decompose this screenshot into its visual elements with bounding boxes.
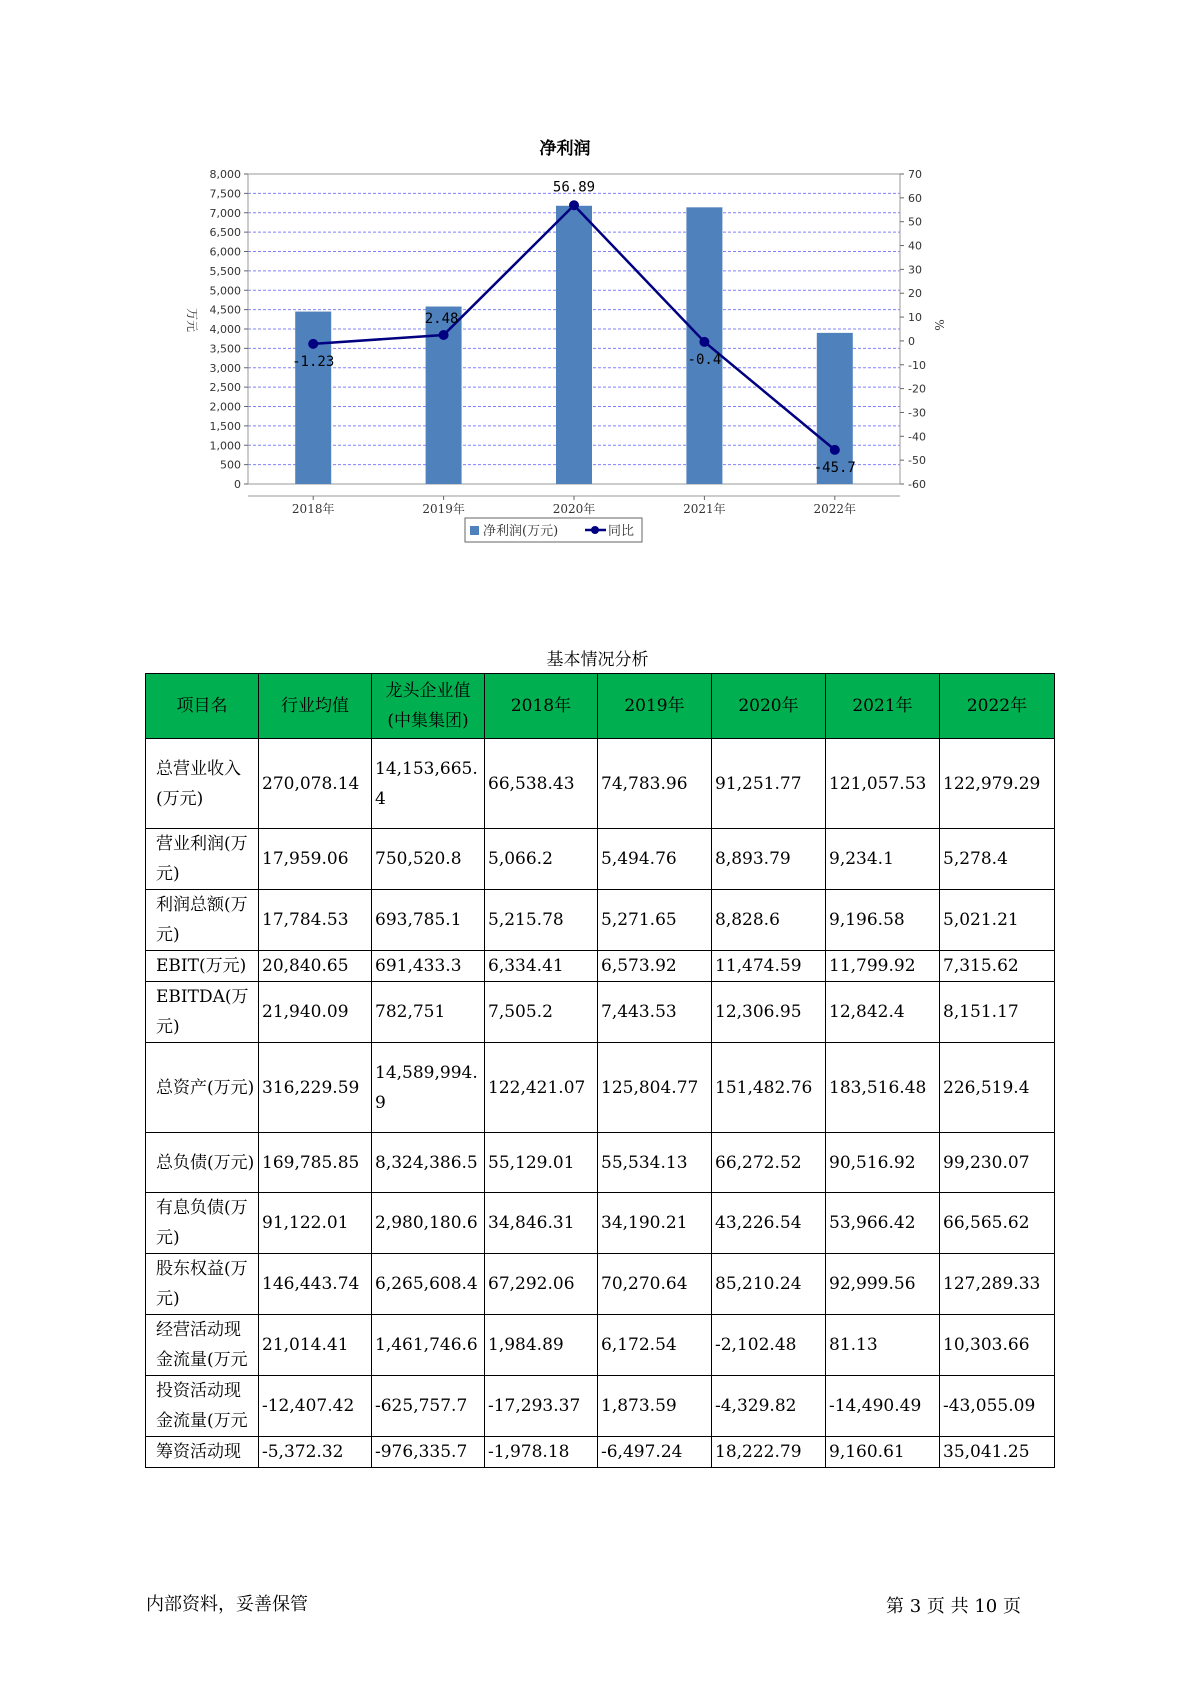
- y2-tick-label: -40: [908, 430, 926, 444]
- row-label: 总营业收入(万元): [146, 739, 259, 829]
- table-cell: 99,230.07: [940, 1133, 1055, 1193]
- line-point: [439, 330, 449, 340]
- table-cell: 125,804.77: [598, 1043, 712, 1133]
- row-label: 利润总额(万元): [146, 890, 259, 951]
- data-label: 56.89: [552, 179, 596, 196]
- table-cell: 7,443.53: [598, 982, 712, 1043]
- y-tick-label: 5,500: [209, 264, 241, 278]
- table-cell: 12,306.95: [712, 982, 826, 1043]
- table-cell: 6,265,608.4: [372, 1254, 485, 1315]
- table-cell: 14,153,665.4: [372, 739, 485, 829]
- table-cell: 43,226.54: [712, 1193, 826, 1254]
- table-row: [146, 739, 1055, 829]
- y-tick-label: 2,000: [209, 400, 241, 414]
- y2-tick-label: 30: [908, 263, 922, 277]
- chart-svg: [170, 130, 1010, 600]
- basic-analysis-table: [145, 673, 1055, 1468]
- y-axis-right: [900, 168, 926, 491]
- y-tick-label: 6,500: [209, 226, 241, 240]
- y2-tick-label: 60: [908, 191, 922, 205]
- table-cell: 782,751: [372, 982, 485, 1043]
- bar: [295, 312, 331, 484]
- y-tick-label: 500: [220, 458, 241, 472]
- y-tick-label: 0: [234, 478, 241, 491]
- table-row: [146, 890, 1055, 951]
- table-cell: -976,335.7: [372, 1437, 485, 1468]
- y-tick-label: 6,000: [209, 245, 241, 259]
- table-cell: 151,482.76: [712, 1043, 826, 1133]
- row-label: 筹资活动现: [146, 1437, 259, 1468]
- chart-legend: [465, 518, 642, 542]
- table-row: [146, 1254, 1055, 1315]
- legend-bar-swatch: [470, 526, 479, 535]
- table-cell: 18,222.79: [712, 1437, 826, 1468]
- y-tick-label: 3,500: [209, 342, 241, 356]
- y-axis-label: 万元: [185, 307, 199, 333]
- y-tick-label: 1,000: [209, 439, 241, 453]
- y-tick-label: 7,500: [209, 187, 241, 201]
- table-cell: 8,151.17: [940, 982, 1055, 1043]
- table-cell: 5,271.65: [598, 890, 712, 951]
- row-label: 投资活动现金流量(万元: [146, 1376, 259, 1437]
- table-cell: 7,505.2: [485, 982, 598, 1043]
- table-cell: 20,840.65: [259, 951, 372, 982]
- row-label: EBITDA(万元): [146, 982, 259, 1043]
- table-cell: 183,516.48: [826, 1043, 940, 1133]
- y2-tick-label: 40: [908, 239, 922, 253]
- table-cell: 91,251.77: [712, 739, 826, 829]
- column-header: 2022年: [940, 674, 1055, 739]
- footer-page-number: 第 3 页 共 10 页: [886, 1596, 1021, 1617]
- y2-tick-label: -50: [908, 454, 926, 468]
- legend-bar-label: 净利润(万元): [483, 524, 559, 539]
- table-row: [146, 1133, 1055, 1193]
- table-cell: 8,893.79: [712, 829, 826, 890]
- table-header-row: [146, 674, 1055, 739]
- table-cell: 85,210.24: [712, 1254, 826, 1315]
- table-cell: 7,315.62: [940, 951, 1055, 982]
- y2-tick-label: -20: [908, 382, 926, 396]
- data-label: -45.7: [813, 459, 856, 476]
- line-point: [569, 200, 579, 210]
- table-cell: -625,757.7: [372, 1376, 485, 1437]
- table-row: [146, 1193, 1055, 1254]
- table-cell: 121,057.53: [826, 739, 940, 829]
- table-row: [146, 982, 1055, 1043]
- chart-title: 净利润: [539, 139, 591, 159]
- y2-tick-label: 10: [908, 311, 922, 325]
- table-cell: 53,966.42: [826, 1193, 940, 1254]
- table-cell: 9,160.61: [826, 1437, 940, 1468]
- table-row: [146, 1043, 1055, 1133]
- table-cell: 9,196.58: [826, 890, 940, 951]
- table-cell: -17,293.37: [485, 1376, 598, 1437]
- y-tick-label: 4,500: [209, 303, 241, 317]
- column-header: 2019年: [598, 674, 712, 739]
- table-cell: 8,324,386.5: [372, 1133, 485, 1193]
- table-cell: 146,443.74: [259, 1254, 372, 1315]
- y-axis-left: [210, 168, 249, 491]
- bar-series: [295, 206, 853, 484]
- y2-tick-label: -30: [908, 406, 926, 420]
- table-cell: 1,461,746.6: [372, 1315, 485, 1376]
- y2-tick-label: 20: [908, 287, 922, 301]
- table-cell: 8,828.6: [712, 890, 826, 951]
- y-tick-label: 8,000: [209, 168, 241, 181]
- table-cell: 81.13: [826, 1315, 940, 1376]
- x-tick-label: 2022年: [813, 502, 857, 516]
- data-label: -1.23: [292, 353, 335, 370]
- legend-line-label: 同比: [608, 524, 635, 539]
- y2-tick-label: 0: [908, 334, 915, 348]
- table-cell: 9,234.1: [826, 829, 940, 890]
- table-cell: -6,497.24: [598, 1437, 712, 1468]
- y-tick-label: 4,000: [209, 323, 241, 336]
- table-cell: 5,215.78: [485, 890, 598, 951]
- x-tick-label: 2021年: [683, 502, 726, 516]
- table-row: [146, 829, 1055, 890]
- table-cell: 122,979.29: [940, 739, 1055, 829]
- y2-tick-label: 70: [908, 168, 922, 181]
- table-row: [146, 1315, 1055, 1376]
- table-cell: 90,516.92: [826, 1133, 940, 1193]
- table-cell: 6,573.92: [598, 951, 712, 982]
- table-cell: 11,474.59: [712, 951, 826, 982]
- table-row: [146, 1437, 1055, 1468]
- table-cell: 1,873.59: [598, 1376, 712, 1437]
- table-cell: 67,292.06: [485, 1254, 598, 1315]
- row-label: 总资产(万元): [146, 1043, 259, 1133]
- table-cell: 12,842.4: [826, 982, 940, 1043]
- table-cell: 11,799.92: [826, 951, 940, 982]
- y2-axis-label: %: [932, 319, 946, 331]
- column-header: 龙头企业值(中集集团): [372, 674, 485, 739]
- table-cell: 17,959.06: [259, 829, 372, 890]
- y2-tick-label: 50: [908, 215, 922, 229]
- table-cell: -12,407.42: [259, 1376, 372, 1437]
- table-row: [146, 951, 1055, 982]
- table-cell: 122,421.07: [485, 1043, 598, 1133]
- table-cell: -43,055.09: [940, 1376, 1055, 1437]
- y-tick-label: 1,500: [209, 419, 241, 433]
- table-cell: 226,519.4: [940, 1043, 1055, 1133]
- table-cell: 92,999.56: [826, 1254, 940, 1315]
- table-cell: 1,984.89: [485, 1315, 598, 1376]
- column-header: 项目名: [146, 674, 259, 739]
- table-cell: 14,589,994.9: [372, 1043, 485, 1133]
- table-cell: 21,014.41: [259, 1315, 372, 1376]
- table-cell: 34,190.21: [598, 1193, 712, 1254]
- row-label: EBIT(万元): [146, 951, 259, 982]
- table-cell: 6,172.54: [598, 1315, 712, 1376]
- table-cell: 66,565.62: [940, 1193, 1055, 1254]
- x-tick-label: 2018年: [291, 502, 335, 516]
- row-label: 营业利润(万元): [146, 829, 259, 890]
- data-label: 2.48: [424, 311, 459, 328]
- table-cell: -2,102.48: [712, 1315, 826, 1376]
- row-label: 股东权益(万元): [146, 1254, 259, 1315]
- y-tick-label: 7,000: [209, 206, 241, 220]
- bar: [556, 206, 592, 484]
- column-header: 2020年: [712, 674, 826, 739]
- row-label: 有息负债(万元): [146, 1193, 259, 1254]
- table-cell: 55,534.13: [598, 1133, 712, 1193]
- table-cell: -1,978.18: [485, 1437, 598, 1468]
- table-cell: 35,041.25: [940, 1437, 1055, 1468]
- table-cell: -4,329.82: [712, 1376, 826, 1437]
- table-cell: 270,078.14: [259, 739, 372, 829]
- table-cell: 74,783.96: [598, 739, 712, 829]
- line-point: [830, 445, 840, 455]
- table-cell: 70,270.64: [598, 1254, 712, 1315]
- table-cell: 5,021.21: [940, 890, 1055, 951]
- footer-confidential-note: 内部资料，妥善保管: [146, 1594, 308, 1615]
- table-cell: 17,784.53: [259, 890, 372, 951]
- table-cell: -14,490.49: [826, 1376, 940, 1437]
- line-point: [308, 339, 318, 349]
- table-body: [146, 739, 1055, 1468]
- table-cell: 55,129.01: [485, 1133, 598, 1193]
- table-cell: 693,785.1: [372, 890, 485, 951]
- y2-tick-label: -60: [908, 478, 926, 491]
- table-cell: 5,278.4: [940, 829, 1055, 890]
- table-cell: 127,289.33: [940, 1254, 1055, 1315]
- y2-tick-label: -10: [908, 358, 926, 372]
- net-profit-chart: [170, 130, 1010, 600]
- table-cell: 34,846.31: [485, 1193, 598, 1254]
- table-cell: 66,538.43: [485, 739, 598, 829]
- table-cell: 21,940.09: [259, 982, 372, 1043]
- row-label: 经营活动现金流量(万元: [146, 1315, 259, 1376]
- y-tick-label: 2,500: [209, 381, 241, 395]
- table-cell: 66,272.52: [712, 1133, 826, 1193]
- table-cell: 5,494.76: [598, 829, 712, 890]
- table-cell: 691,433.3: [372, 951, 485, 982]
- table-cell: 10,303.66: [940, 1315, 1055, 1376]
- table-cell: 316,229.59: [259, 1043, 372, 1133]
- table-cell: 6,334.41: [485, 951, 598, 982]
- y-tick-label: 5,000: [209, 284, 241, 298]
- table-cell: 169,785.85: [259, 1133, 372, 1193]
- column-header: 2021年: [826, 674, 940, 739]
- line-point: [699, 337, 709, 347]
- table-cell: 5,066.2: [485, 829, 598, 890]
- column-header: 2018年: [485, 674, 598, 739]
- x-tick-label: 2019年: [422, 502, 465, 516]
- table-cell: -5,372.32: [259, 1437, 372, 1468]
- x-tick-label: 2020年: [552, 502, 596, 516]
- data-label: -0.4: [687, 351, 722, 368]
- table-cell: 2,980,180.6: [372, 1193, 485, 1254]
- x-axis: [248, 496, 900, 516]
- table-caption: 基本情况分析: [546, 650, 649, 670]
- y-tick-label: 3,000: [209, 361, 241, 375]
- table-row: [146, 1376, 1055, 1437]
- row-label: 总负债(万元): [146, 1133, 259, 1193]
- table-cell: 750,520.8: [372, 829, 485, 890]
- table-cell: 91,122.01: [259, 1193, 372, 1254]
- legend-line-marker: [591, 526, 599, 534]
- column-header: 行业均值: [259, 674, 372, 739]
